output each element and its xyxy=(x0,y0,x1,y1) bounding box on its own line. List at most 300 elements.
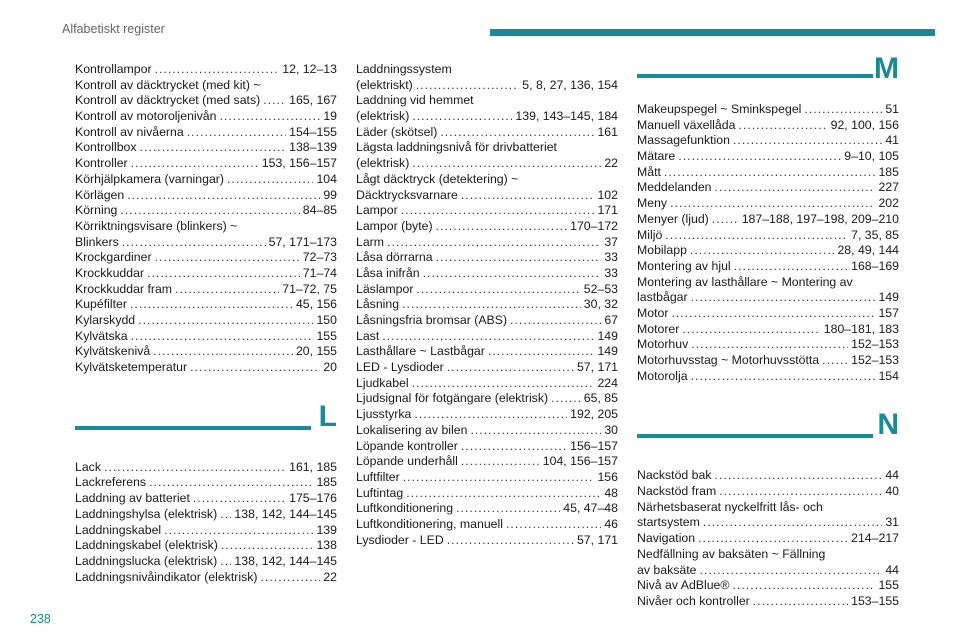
index-term: Laddningshylsa (elektrisk) xyxy=(75,506,218,521)
dot-leader xyxy=(423,266,602,282)
index-term: Montering av lasthållare ~ Montering av xyxy=(637,274,853,289)
page-reference: 152–153 xyxy=(851,337,899,352)
dot-leader xyxy=(412,109,512,125)
index-entry xyxy=(356,125,618,141)
page-reference: 22 xyxy=(323,569,337,584)
page-reference: 156 xyxy=(597,469,618,484)
page-reference: 154–155 xyxy=(289,124,337,139)
section-rule xyxy=(75,426,311,430)
dot-leader xyxy=(155,250,300,266)
index-term: Ljudsignal för fotgängare (elektrisk) xyxy=(356,391,549,406)
page-reference: 155 xyxy=(878,578,899,593)
index-entry xyxy=(356,93,618,109)
index-term: (elektriskt) xyxy=(356,77,413,92)
page-reference: 84–85 xyxy=(302,203,337,218)
page-reference: 9–10, 105 xyxy=(844,149,899,164)
page-reference: 171 xyxy=(597,203,618,218)
index-entry xyxy=(637,337,899,353)
dot-leader xyxy=(155,62,280,78)
index-entry xyxy=(75,344,337,360)
dot-leader xyxy=(671,306,875,322)
header-accent-bar xyxy=(490,29,935,36)
dot-leader xyxy=(220,507,231,523)
index-entry xyxy=(75,125,337,141)
page-reference: 154 xyxy=(878,368,899,383)
page-reference: 149 xyxy=(878,290,899,305)
index-entry xyxy=(75,219,337,235)
index-term: Miljö xyxy=(637,227,663,242)
index-entry xyxy=(75,538,337,554)
page-header-title: Alfabetiskt register xyxy=(62,22,165,36)
page-reference: 57, 171 xyxy=(576,532,618,547)
page-reference: 72–73 xyxy=(302,250,337,265)
dot-leader xyxy=(402,297,581,313)
index-entry xyxy=(637,484,899,500)
dot-leader xyxy=(461,439,567,455)
index-entry xyxy=(75,188,337,204)
index-term: (elektrisk) xyxy=(356,156,410,171)
index-entry xyxy=(356,109,618,125)
dot-leader xyxy=(719,484,882,500)
index-term: Luftkonditionering, manuell xyxy=(356,516,503,531)
index-term: Ljudkabel xyxy=(356,375,409,390)
page-reference: 5, 8, 27, 136, 154 xyxy=(522,77,618,92)
page-reference: 22 xyxy=(604,156,618,171)
dot-leader xyxy=(220,554,231,570)
page-reference: 156–157 xyxy=(570,438,618,453)
index-entry xyxy=(356,297,618,313)
index-entry xyxy=(75,329,337,345)
index-entry xyxy=(75,475,337,491)
index-term: Mätare xyxy=(637,149,676,164)
page-reference: 12, 12–13 xyxy=(282,62,337,76)
index-term: Läslampor xyxy=(356,281,414,296)
index-term: Kontroll av däcktrycket (med kit) ~ xyxy=(75,77,261,92)
dot-leader xyxy=(416,282,580,298)
index-entry xyxy=(637,594,899,610)
index-term: Låsa inifrån xyxy=(356,265,420,280)
index-entry xyxy=(356,360,618,376)
index-entry xyxy=(356,344,618,360)
page-number: 238 xyxy=(30,612,51,626)
index-entry xyxy=(637,515,899,531)
dot-leader xyxy=(175,282,279,298)
index-term: Motorhuvsstag ~ Motorhuvsstötta xyxy=(637,353,820,367)
index-entry xyxy=(75,507,337,523)
dot-leader xyxy=(461,454,540,470)
index-term: Nackstöd fram xyxy=(637,484,717,499)
index-entry xyxy=(356,266,618,282)
index-term: Däcktrycksvarnare xyxy=(356,187,458,202)
page-reference: 224 xyxy=(597,375,618,390)
index-term: LED - Lysdioder xyxy=(356,360,444,375)
page-reference: 102 xyxy=(597,187,618,202)
index-term: Laddningskabel xyxy=(75,522,162,537)
index-term: Körriktningsvisare (blinkers) ~ xyxy=(75,218,238,233)
section-heading-n xyxy=(637,408,899,450)
index-entry xyxy=(637,275,899,291)
index-entry xyxy=(637,259,899,275)
index-term: Nivåer och kontroller xyxy=(637,593,750,608)
dot-leader xyxy=(691,337,848,353)
page-reference: 157 xyxy=(878,305,899,320)
index-term: Läder (skötsel) xyxy=(356,124,438,139)
page-reference: 57, 171 xyxy=(576,360,618,375)
dot-leader xyxy=(461,188,595,204)
index-term: Krockkuddar fram xyxy=(75,281,173,296)
page-reference: 71–74 xyxy=(302,265,337,280)
index-term: Kylvätska xyxy=(75,328,128,343)
dot-leader xyxy=(164,523,313,539)
dot-leader xyxy=(261,570,321,586)
section-letter: N xyxy=(877,408,899,442)
dot-leader xyxy=(138,313,313,329)
index-entry xyxy=(356,423,618,439)
index-term: Navigation xyxy=(637,531,696,546)
index-term: Laddningssystem xyxy=(356,62,452,76)
index-entry xyxy=(356,391,618,407)
dot-leader xyxy=(715,468,883,484)
page-reference: 20 xyxy=(323,360,337,375)
index-entry xyxy=(637,165,899,181)
index-entry xyxy=(637,228,899,244)
index-term: Lack xyxy=(75,459,101,474)
page-reference: 57, 171–173 xyxy=(268,234,337,249)
index-entry xyxy=(637,563,899,579)
page-reference: 40 xyxy=(885,484,899,499)
page-reference: 155 xyxy=(316,328,337,343)
dot-leader xyxy=(221,538,314,554)
index-term: Laddningsnivåindikator (elektrisk) xyxy=(75,569,258,584)
dot-leader xyxy=(691,369,876,385)
page-reference: 51 xyxy=(885,102,899,116)
dot-leader xyxy=(822,353,848,369)
dot-leader xyxy=(403,470,595,486)
index-term: Nivå av AdBlue® xyxy=(637,578,730,593)
index-entry xyxy=(637,196,899,212)
index-entry xyxy=(356,282,618,298)
page-reference: 41 xyxy=(885,133,899,148)
index-entry xyxy=(356,376,618,392)
index-entry xyxy=(356,140,618,156)
index-term: Lågt däcktryck (detektering) ~ xyxy=(356,171,519,186)
index-term: Kupéfilter xyxy=(75,297,127,312)
index-entry xyxy=(75,172,337,188)
index-entry xyxy=(75,297,337,313)
index-term: av baksäte xyxy=(637,562,697,577)
dot-leader xyxy=(691,290,876,306)
index-entry xyxy=(75,109,337,125)
dot-leader xyxy=(406,486,601,502)
page-reference: 161, 185 xyxy=(289,459,337,474)
dot-leader xyxy=(190,360,320,376)
page-reference: 44 xyxy=(885,562,899,577)
dot-leader xyxy=(263,93,286,109)
dot-leader xyxy=(387,235,601,251)
index-entry xyxy=(637,212,899,228)
index-term: Laddningskabel (elektrisk) xyxy=(75,538,218,553)
index-entry xyxy=(637,290,899,306)
index-entry xyxy=(637,353,899,369)
index-term: Lasthållare ~ Lastbågar xyxy=(356,344,485,359)
index-term: Låsningsfria bromsar (ABS) xyxy=(356,313,508,327)
dot-leader xyxy=(470,423,601,439)
page-reference: 227 xyxy=(878,180,899,195)
index-entry xyxy=(356,454,618,470)
dot-leader xyxy=(715,180,876,196)
dot-leader xyxy=(187,125,286,141)
index-entry xyxy=(637,500,899,516)
page-reference: 30, 32 xyxy=(583,297,618,312)
index-term: Laddning av batteriet xyxy=(75,491,190,506)
index-term: Massagefunktion xyxy=(637,133,730,148)
index-term: Kontrollampor xyxy=(75,62,152,76)
page-reference: 149 xyxy=(597,328,618,343)
dot-leader xyxy=(401,203,595,219)
index-term: Körlägen xyxy=(75,187,125,202)
page-reference: 161 xyxy=(597,124,618,139)
index-term: Mått xyxy=(637,164,661,179)
dot-leader xyxy=(753,594,848,610)
index-term: Motorhuv xyxy=(637,337,689,352)
page-reference: 48 xyxy=(604,485,618,500)
page-reference: 19 xyxy=(323,109,337,124)
section-letter: M xyxy=(874,52,899,85)
dot-leader xyxy=(551,391,581,407)
page-reference: 139, 143–145, 184 xyxy=(515,109,618,124)
page-reference: 165, 167 xyxy=(289,93,337,108)
page-reference: 153, 156–157 xyxy=(261,156,337,171)
page-reference: 214–217 xyxy=(851,531,899,546)
index-column-3 xyxy=(637,52,899,610)
page-reference: 31 xyxy=(885,515,899,530)
index-entry xyxy=(637,102,899,118)
page-reference: 153–155 xyxy=(851,593,899,608)
dot-leader xyxy=(153,344,293,360)
page-reference: 138–139 xyxy=(289,140,337,155)
index-entry xyxy=(356,172,618,188)
index-entry xyxy=(637,306,899,322)
index-entry xyxy=(356,501,618,517)
index-term: Luftkonditionering xyxy=(356,501,454,516)
dot-leader xyxy=(447,360,574,376)
dot-leader xyxy=(690,243,835,259)
index-term: Manuell växellåda xyxy=(637,117,736,132)
dot-leader xyxy=(698,531,848,547)
index-column-1 xyxy=(75,62,337,585)
page-reference: 67 xyxy=(604,313,618,327)
index-entry xyxy=(356,235,618,251)
index-term: Krockkuddar xyxy=(75,265,145,280)
dot-leader xyxy=(104,460,286,476)
index-term: Låsa dörrarna xyxy=(356,250,433,265)
dot-leader xyxy=(733,133,882,149)
dot-leader xyxy=(447,533,574,549)
dot-leader xyxy=(149,475,313,491)
index-term: Närhetsbaserat nyckelfritt lås- och xyxy=(637,499,823,514)
index-term: Laddningslucka (elektrisk) xyxy=(75,553,218,568)
index-term: Menyer (ljud) xyxy=(637,211,709,226)
index-entry xyxy=(75,140,337,156)
page-reference: 45, 47–48 xyxy=(563,501,618,516)
dot-leader xyxy=(670,196,875,212)
page-reference: 168–169 xyxy=(851,258,899,273)
index-term: Körhjälpkamera (varningar) xyxy=(75,171,224,186)
section-rule xyxy=(637,74,873,78)
dot-leader xyxy=(488,344,595,360)
index-entry xyxy=(75,203,337,219)
page-reference: 185 xyxy=(878,164,899,179)
index-entry xyxy=(75,523,337,539)
index-term: Körning xyxy=(75,203,118,218)
index-entry xyxy=(75,266,337,282)
page-reference: 187–188, 197–198, 209–210 xyxy=(741,211,899,226)
index-term: Luftfilter xyxy=(356,469,400,484)
page-reference: 150 xyxy=(316,313,337,327)
dot-leader xyxy=(738,118,827,134)
index-term: (elektrisk) xyxy=(356,109,410,124)
page-reference: 44 xyxy=(885,468,899,483)
index-entry xyxy=(356,439,618,455)
page-reference: 20, 155 xyxy=(295,344,337,359)
index-term: Löpande underhåll xyxy=(356,454,458,469)
index-term: Kontroll av däcktrycket (med sats) xyxy=(75,93,261,108)
dot-leader xyxy=(122,235,266,251)
page-reference: 170–172 xyxy=(570,218,618,233)
index-term: Last xyxy=(356,328,380,343)
dot-leader xyxy=(665,228,848,244)
index-entry xyxy=(637,578,899,594)
dot-leader xyxy=(678,149,841,165)
page-reference: 7, 35, 85 xyxy=(851,227,899,242)
index-entry xyxy=(75,93,337,109)
dot-leader xyxy=(436,250,602,266)
page-reference: 138 xyxy=(316,538,337,553)
page-reference: 185 xyxy=(316,475,337,490)
page-reference: 71–72, 75 xyxy=(282,281,337,296)
index-term: Meddelanden xyxy=(637,180,712,195)
page-reference: 138, 142, 144–145 xyxy=(234,553,337,568)
index-term: Låsning xyxy=(356,297,400,312)
dot-leader xyxy=(703,515,882,531)
index-entry xyxy=(75,62,337,78)
index-term: Kylvätskenivå xyxy=(75,344,151,359)
index-entry xyxy=(356,188,618,204)
page-reference: 45, 156 xyxy=(295,297,337,312)
dot-leader xyxy=(382,329,594,345)
page-reference: 104 xyxy=(316,171,337,186)
index-term: Luftintag xyxy=(356,485,404,500)
page-reference: 99 xyxy=(323,187,337,202)
index-term: Nackstöd bak xyxy=(637,468,712,483)
index-entry xyxy=(356,250,618,266)
index-entry xyxy=(356,517,618,533)
dot-leader xyxy=(732,578,875,594)
dot-leader xyxy=(804,102,882,118)
index-entry xyxy=(637,322,899,338)
index-entry xyxy=(356,533,618,549)
index-term: Makeupspegel ~ Sminkspegel xyxy=(637,102,802,116)
dot-leader xyxy=(140,140,287,156)
index-entry xyxy=(356,313,618,329)
dot-leader xyxy=(416,78,520,94)
index-entry xyxy=(356,156,618,172)
page-reference: 33 xyxy=(604,250,618,265)
index-entry xyxy=(356,203,618,219)
dot-leader xyxy=(506,517,601,533)
dot-leader xyxy=(456,501,560,517)
dot-leader xyxy=(664,165,876,181)
index-term: Lokalisering av bilen xyxy=(356,422,468,437)
dot-leader xyxy=(131,329,314,345)
index-entry xyxy=(637,531,899,547)
index-term: startsystem xyxy=(637,515,700,530)
index-term: Lampor (byte) xyxy=(356,218,433,233)
index-term: Löpande kontroller xyxy=(356,438,458,453)
index-entry xyxy=(356,78,618,94)
dot-leader xyxy=(510,313,601,329)
index-term: Laddning vid hemmet xyxy=(356,93,474,108)
dot-leader xyxy=(127,188,320,204)
index-term: Kontroll av nivåerna xyxy=(75,124,184,139)
index-term: Krockgardiner xyxy=(75,250,152,265)
dot-leader xyxy=(220,109,321,125)
index-term: Mobilapp xyxy=(637,243,687,258)
index-entry xyxy=(75,235,337,251)
page-reference: 139 xyxy=(316,522,337,537)
section-heading-l xyxy=(75,400,337,442)
index-entry xyxy=(75,570,337,586)
index-entry xyxy=(75,313,337,329)
index-term: lastbågar xyxy=(637,290,688,305)
index-term: Kontrollbox xyxy=(75,140,137,155)
index-term: Motorolja xyxy=(637,368,688,383)
dot-leader xyxy=(712,212,739,228)
dot-leader xyxy=(120,203,299,219)
index-entry xyxy=(75,491,337,507)
dot-leader xyxy=(193,491,286,507)
index-term: Motor xyxy=(637,305,669,320)
page-reference: 104, 156–157 xyxy=(542,454,618,469)
index-entry xyxy=(637,149,899,165)
page-reference: 52–53 xyxy=(583,281,618,296)
index-term: Larm xyxy=(356,234,385,249)
index-term: Ljusstyrka xyxy=(356,407,412,422)
dot-leader xyxy=(131,156,259,172)
dot-leader xyxy=(734,259,848,275)
index-term: Lägsta laddningsnivå för drivbatteriet xyxy=(356,140,557,155)
page-reference: 149 xyxy=(597,344,618,359)
index-entry xyxy=(75,460,337,476)
index-entry xyxy=(356,407,618,423)
page-reference: 175–176 xyxy=(289,491,337,506)
dot-leader xyxy=(414,407,567,423)
index-entry xyxy=(75,78,337,94)
dot-leader xyxy=(436,219,568,235)
index-term: Meny xyxy=(637,196,668,211)
index-entry xyxy=(75,156,337,172)
section-heading-m xyxy=(637,52,899,90)
section-rule xyxy=(637,434,873,438)
dot-leader xyxy=(412,376,595,392)
index-term: Lampor xyxy=(356,203,398,218)
page-reference: 192, 205 xyxy=(570,407,618,422)
index-entry xyxy=(75,282,337,298)
index-term: Kontroll av motoroljenivån xyxy=(75,109,217,124)
page-reference: 152–153 xyxy=(851,353,899,367)
index-entry xyxy=(637,369,899,385)
index-term: Montering av hjul xyxy=(637,258,731,273)
